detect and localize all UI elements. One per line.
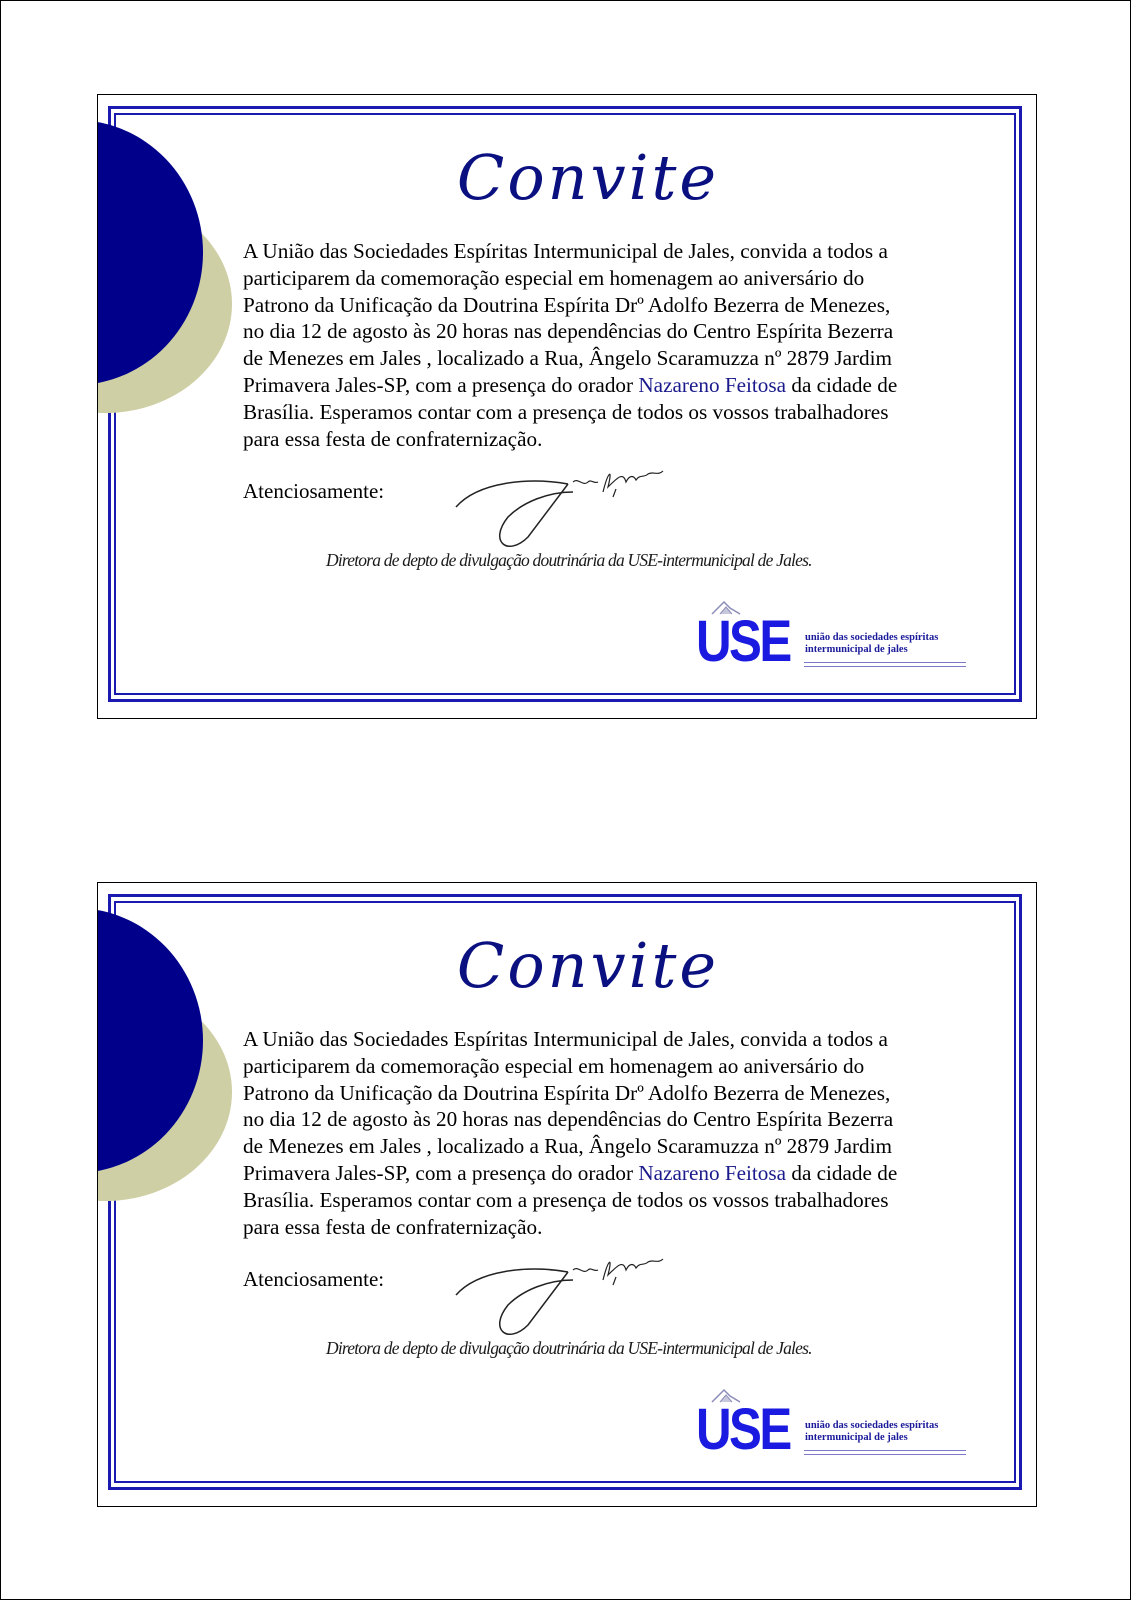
body-line: Patrono da Unificação da Doutrina Espírita Drº Adolfo Bezerra de Menezes, <box>243 292 891 317</box>
signature-caption: Diretora de depto de divulgação doutrinária da USE-intermunicipal de Jales. <box>326 550 812 570</box>
signature-image <box>448 1250 668 1340</box>
body-line: Brasília. Esperamos contar com a presença de todos os vossos trabalhadores <box>243 1187 889 1212</box>
body-line-suffix: da cidade de <box>786 1160 898 1185</box>
body-line: para essa festa de confraternização. <box>243 1214 543 1239</box>
speaker-name: Nazareno Feitosa <box>638 372 787 397</box>
logo-text-line1: união das sociedades espíritas <box>805 632 939 643</box>
use-logo <box>696 1388 986 1468</box>
body-line: para essa festa de confraternização. <box>243 426 543 451</box>
invitation-card <box>97 882 1037 1507</box>
logo-letters: USE <box>696 609 790 674</box>
body-line: A União das Sociedades Espíritas Intermunicipal de Jales, convida a todos a <box>243 1027 888 1051</box>
body-line: participarem da comemoração especial em homenagem ao aniversário do <box>243 1053 865 1078</box>
logo-letters: USE <box>696 1397 790 1462</box>
body-line: Patrono da Unificação da Doutrina Espírita Drº Adolfo Bezerra de Menezes, <box>243 1080 891 1105</box>
invitation-body <box>243 1026 983 1240</box>
closing-text: Atenciosamente: <box>243 479 385 503</box>
body-line <box>243 372 983 399</box>
signature-caption: Diretora de depto de divulgação doutrinária da USE-intermunicipal de Jales. <box>326 1338 812 1358</box>
body-line: de Menezes em Jales , localizado a Rua, Ângelo Scaramuzza nº 2879 Jardim <box>243 346 893 371</box>
logo-text-line1: união das sociedades espíritas <box>805 1420 939 1431</box>
body-line: Brasília. Esperamos contar com a presença de todos os vossos trabalhadores <box>243 399 889 424</box>
logo-rule <box>804 662 966 667</box>
body-line-prefix: Primavera Jales-SP, com a presença do orador <box>243 372 639 397</box>
closing-text: Atenciosamente: <box>243 1267 385 1291</box>
speaker-name: Nazareno Feitosa <box>638 1160 787 1185</box>
body-line: participarem da comemoração especial em homenagem ao aniversário do <box>243 265 865 290</box>
body-line: de Menezes em Jales , localizado a Rua, Ângelo Scaramuzza nº 2879 Jardim <box>243 1134 893 1159</box>
invitation-card <box>97 94 1037 719</box>
body-line: no dia 12 de agosto às 20 horas nas dependências do Centro Espírita Bezerra <box>243 319 894 344</box>
use-logo <box>696 600 986 680</box>
logo-text <box>805 1420 938 1444</box>
logo-rule <box>804 1450 966 1455</box>
logo-text <box>805 632 938 656</box>
invitation-body <box>243 238 983 452</box>
body-line: no dia 12 de agosto às 20 horas nas dependências do Centro Espírita Bezerra <box>243 1107 894 1132</box>
body-line-prefix: Primavera Jales-SP, com a presença do orador <box>243 1160 639 1185</box>
card-title: Convite <box>456 141 720 214</box>
body-line-suffix: da cidade de <box>786 372 898 397</box>
body-line <box>243 1160 983 1187</box>
body-line: A União das Sociedades Espíritas Intermunicipal de Jales, convida a todos a <box>243 239 888 263</box>
logo-text-line2: intermunicipal de jales <box>805 1432 908 1443</box>
signature-image <box>448 462 668 552</box>
logo-text-line2: intermunicipal de jales <box>805 644 908 655</box>
card-title: Convite <box>456 929 720 1002</box>
